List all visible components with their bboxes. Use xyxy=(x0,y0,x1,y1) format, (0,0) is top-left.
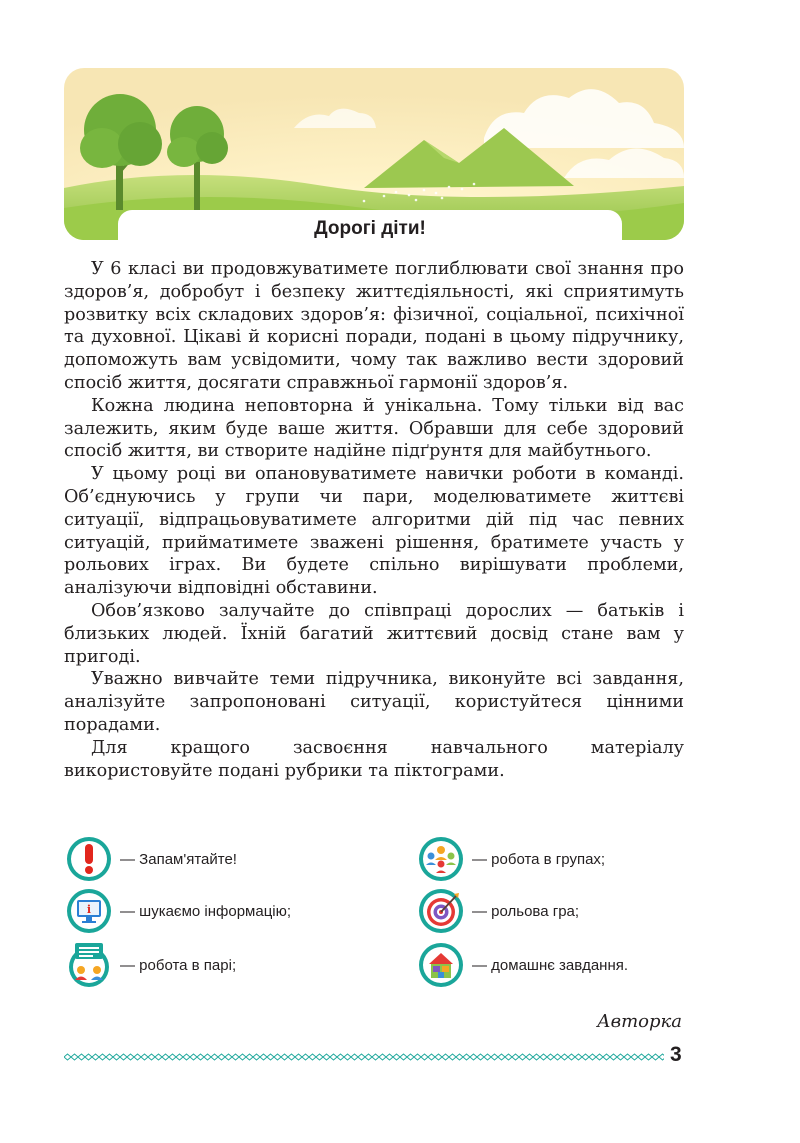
svg-text:i: i xyxy=(86,903,92,916)
paragraph: У 6 класі ви продовжуватимете поглиблювати свої знання про здоров’я, добробут і безпеку життєдіяльності, які сприятимуть розвитку всіх складових здоров’я: фізичної, соціальної, психічної та духовної. Цікаві й корисні поради, подані в цьому підручнику, допоможуть вам усвідомити, чому так важливо вести здоровий спосіб життя, досягати справжньої гармонії здоров’я. xyxy=(64,259,684,393)
target-icon xyxy=(418,888,464,934)
author-signature: Авторка xyxy=(596,1011,682,1032)
pictogram-legend xyxy=(66,836,706,996)
legend-item-pair-work xyxy=(66,942,236,988)
legend-label: — домашнє завдання. xyxy=(472,956,629,974)
legend-label: — робота в групах; xyxy=(472,850,606,868)
legend-item-info xyxy=(66,888,291,934)
paragraph: Обов’язково залучайте до співпраці дорослих — батьків і близьких людей. Їхній багатий життєвий досвід стане вам у пригоді. xyxy=(64,600,684,667)
exclamation-icon xyxy=(66,836,112,882)
legend-label: — робота в парі; xyxy=(120,956,237,974)
pair-work-icon xyxy=(66,942,112,988)
legend-item-role-play xyxy=(418,888,579,934)
legend-label: — Запам'ятайте! xyxy=(120,850,237,868)
legend-item-group-work xyxy=(418,836,605,882)
homework-icon xyxy=(418,942,464,988)
paragraph: У цьому році ви опановуватимете навички роботи в команді. Об’єднуючись у групи чи пари, моделюватимете життєві ситуації, відпрацьовуватимете алгоритми дій під час певних ситуацій, прийматимете зважені рішення, братимете участь у рольових іграх. Ви будете спільно вирішувати проблеми, аналізуючи відповідні обставини. xyxy=(64,464,684,599)
page-number: 3 xyxy=(670,1043,682,1066)
legend-item-remember xyxy=(66,836,237,882)
group-work-icon xyxy=(418,836,464,882)
paragraph: Уважно вивчайте теми підручника, виконуйте всі завдання, аналізуйте запропоновані ситуації, користуйтеся цінними порадами. xyxy=(64,669,684,735)
paragraph: Для кращого засвоєння навчального матеріалу використовуйте подані рубрики та піктограми. xyxy=(64,737,684,781)
decorative-footer-line xyxy=(64,1052,664,1062)
info-monitor-icon xyxy=(66,888,112,934)
legend-label: — шукаємо інформацію; xyxy=(120,902,292,920)
legend-item-homework xyxy=(418,942,628,988)
paragraph: Кожна людина неповторна й унікальна. Тому тільки від вас залежить, яким буде ваше життя. Обравши для себе здоровий спосіб життя, ви створите надійне підґрунтя для майбутнього. xyxy=(64,395,684,462)
page-title: Дорогі діти! xyxy=(314,218,426,239)
legend-label: — рольова гра; xyxy=(472,902,580,920)
intro-text xyxy=(64,258,684,782)
